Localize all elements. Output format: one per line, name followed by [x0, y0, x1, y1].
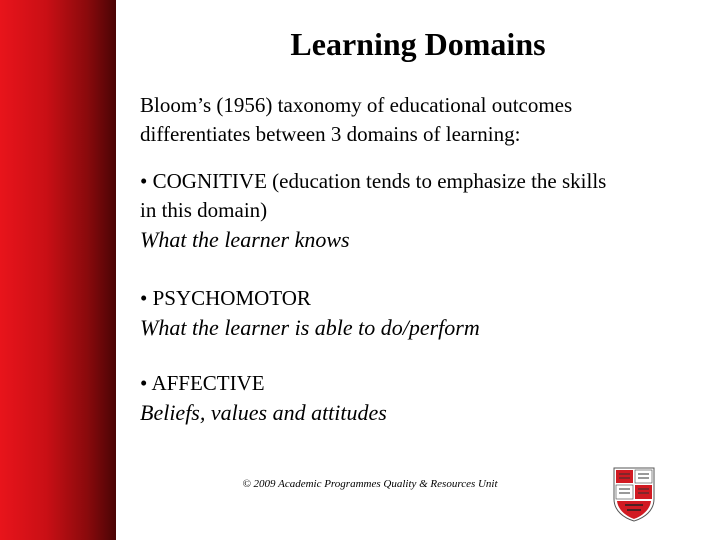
intro-paragraph [140, 91, 572, 149]
domain-cognitive [140, 167, 606, 254]
intro-line-2: differentiates between 3 domains of learning: [140, 122, 521, 146]
domain-description: Beliefs, values and attitudes [140, 400, 387, 425]
domain-heading: • PSYCHOMOTOR [140, 286, 311, 310]
domain-affective [140, 369, 387, 427]
intro-line-1: Bloom’s (1956) taxonomy of educational outcomes [140, 93, 573, 117]
university-crest-icon [611, 465, 657, 523]
slide-title: Learning Domains [290, 26, 546, 62]
domain-psychomotor [140, 284, 480, 342]
domain-heading: • AFFECTIVE [140, 371, 265, 395]
domain-description: What the learner is able to do/perform [140, 315, 480, 340]
side-decorative-band [0, 0, 116, 540]
domain-heading-line-1: • COGNITIVE (education tends to emphasize the skills [140, 169, 607, 193]
domain-heading-line-2: in this domain) [140, 198, 268, 222]
copyright-footer: © 2009 Academic Programmes Quality & Resources Unit [242, 478, 498, 490]
domain-description: What the learner knows [140, 227, 350, 252]
